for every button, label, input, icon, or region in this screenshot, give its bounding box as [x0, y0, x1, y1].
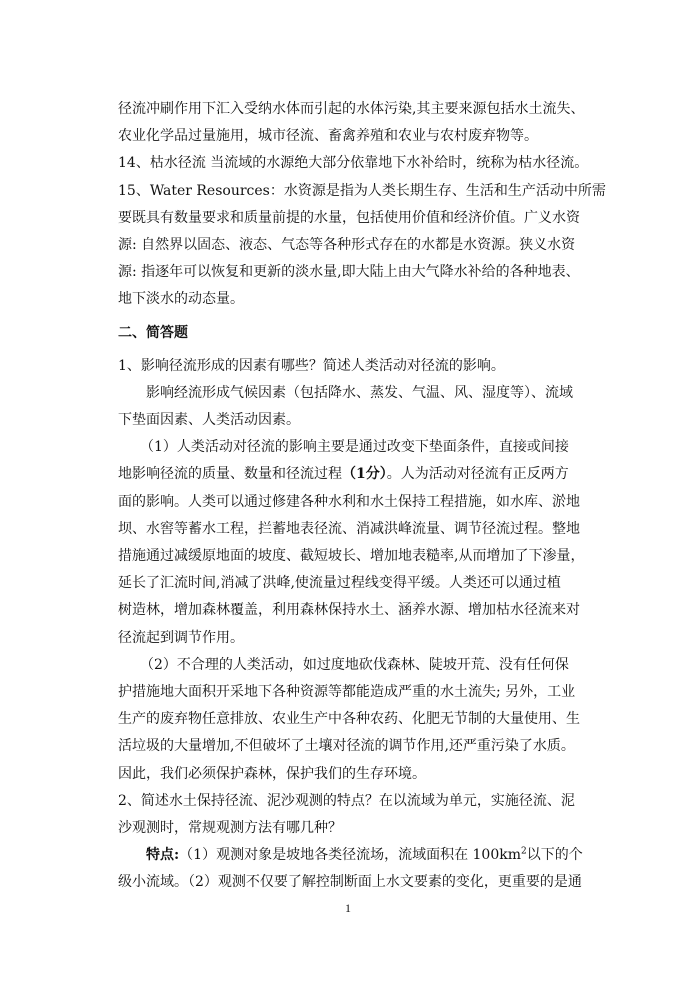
superscript-2: 2	[521, 846, 527, 857]
score-mark: （1分）	[342, 466, 387, 483]
feature-label: 特点:	[146, 847, 180, 864]
q1-p1-line-4: 坝、水窖等蓄水工程，拦蓄地表径流、消减洪峰流量、调节径流过程。整地	[118, 520, 580, 537]
term15-line-4: 源: 指逐年可以恢复和更新的淡水量,即大陆上由大气降水补给的各种地表、	[118, 264, 580, 281]
q1-p1-line-1: （1）人类活动对径流的影响主要是通过改变下垫面条件，直接或间接	[140, 439, 569, 456]
q1-p2-line-1: （2）不合理的人类活动，如过度地砍伐森林、陡坡开荒、没有任何保	[140, 656, 569, 673]
term15-line-5: 地下淡水的动态量。	[118, 291, 244, 308]
q1-p1-line-2-post: 。人为活动对径流有正反两方	[386, 466, 569, 483]
feature-text-pre: （1）观测对象是坡地各类径流场，流域面积在 100km	[179, 847, 522, 864]
q1-p2-line-4: 活垃圾的大量增加,不但破坏了土壤对径流的调节作用,还严重污染了水质。	[118, 738, 575, 755]
term15-line-3: 源: 自然界以固态、液态、气态等各种形式存在的水都是水资源。狭义水资	[118, 236, 576, 253]
term15-line-1: 15、Water Resources：水资源是指为人类长期生存、生活和生产活动中所需	[118, 182, 606, 199]
q1-question: 1、影响径流形成的因素有哪些？简述人类活动对径流的影响。	[118, 357, 505, 374]
q1-intro-line-2: 下垫面因素、人类活动因素。	[118, 412, 300, 429]
q1-p1-line-8: 径流起到调节作用。	[118, 629, 244, 646]
q2-question-line-1: 2、简述水土保持径流、泥沙观测的特点？在以流域为单元，实施径流、泥	[118, 792, 575, 809]
q1-intro-line-1: 影响经流形成气候因素（包括降水、蒸发、气温、风、湿度等）、流域	[146, 384, 573, 401]
q2-feature-line-2: 级小流域。（2）观测不仅要了解控制断面上水文要素的变化，更重要的是通	[118, 874, 582, 891]
q1-p1-line-5: 措施通过减缓原地面的坡度、截短坡长、增加地表糙率,从而增加了下渗量，	[118, 548, 585, 564]
q1-p2-line-3: 生产的废弃物任意排放、农业生产中各种农药、化肥无节制的大量使用、生	[118, 711, 580, 728]
q1-p1-line-2	[118, 461, 580, 488]
term14-line: 14、枯水径流 当流域的水源绝大部分依靠地下水补给时，统称为枯水径流。	[118, 155, 589, 172]
q2-question-line-2: 沙观测时，常规观测方法有哪几种？	[118, 819, 342, 836]
page-content	[118, 96, 606, 896]
q1-p1-line-3: 面的影响。人类可以通过修建各种水利和水土保持工程措施，如水库、淤地	[118, 493, 580, 510]
q1-p1-line-6: 延长了汇流时间,消减了洪峰,使流量过程线变得平缓。人类还可以通过植	[118, 575, 561, 592]
q2-feature-line-1	[118, 842, 583, 869]
term15-line-2: 要既具有数量要求和质量前提的水量，包括使用价值和经济价值。广义水资	[118, 209, 580, 226]
q1-p1-line-7: 树造林，增加森林覆盖，利用森林保持水土、涵养水源、增加枯水径流来对	[118, 602, 580, 619]
feature-text-post: 以下的个	[526, 847, 583, 864]
page-number: 1	[345, 901, 351, 915]
term13-line-1: 径流冲刷作用下汇入受纳水体而引起的水体污染,其主要来源包括水土流失、	[118, 101, 585, 117]
term13-line-2: 农业化学品过量施用，城市径流、畜禽养殖和农业与农村废弃物等。	[118, 128, 538, 145]
q1-p1-line-2-pre: 地影响径流的质量、数量和径流过程	[118, 466, 342, 483]
q1-p2-line-2: 护措施地大面积开采地下各种资源等都能造成严重的水土流失; 另外，工业	[118, 683, 576, 700]
section-title: 二、简答题	[118, 324, 188, 341]
q1-p2-line-5: 因此，我们必须保护森林，保护我们的生存环境。	[118, 765, 426, 782]
